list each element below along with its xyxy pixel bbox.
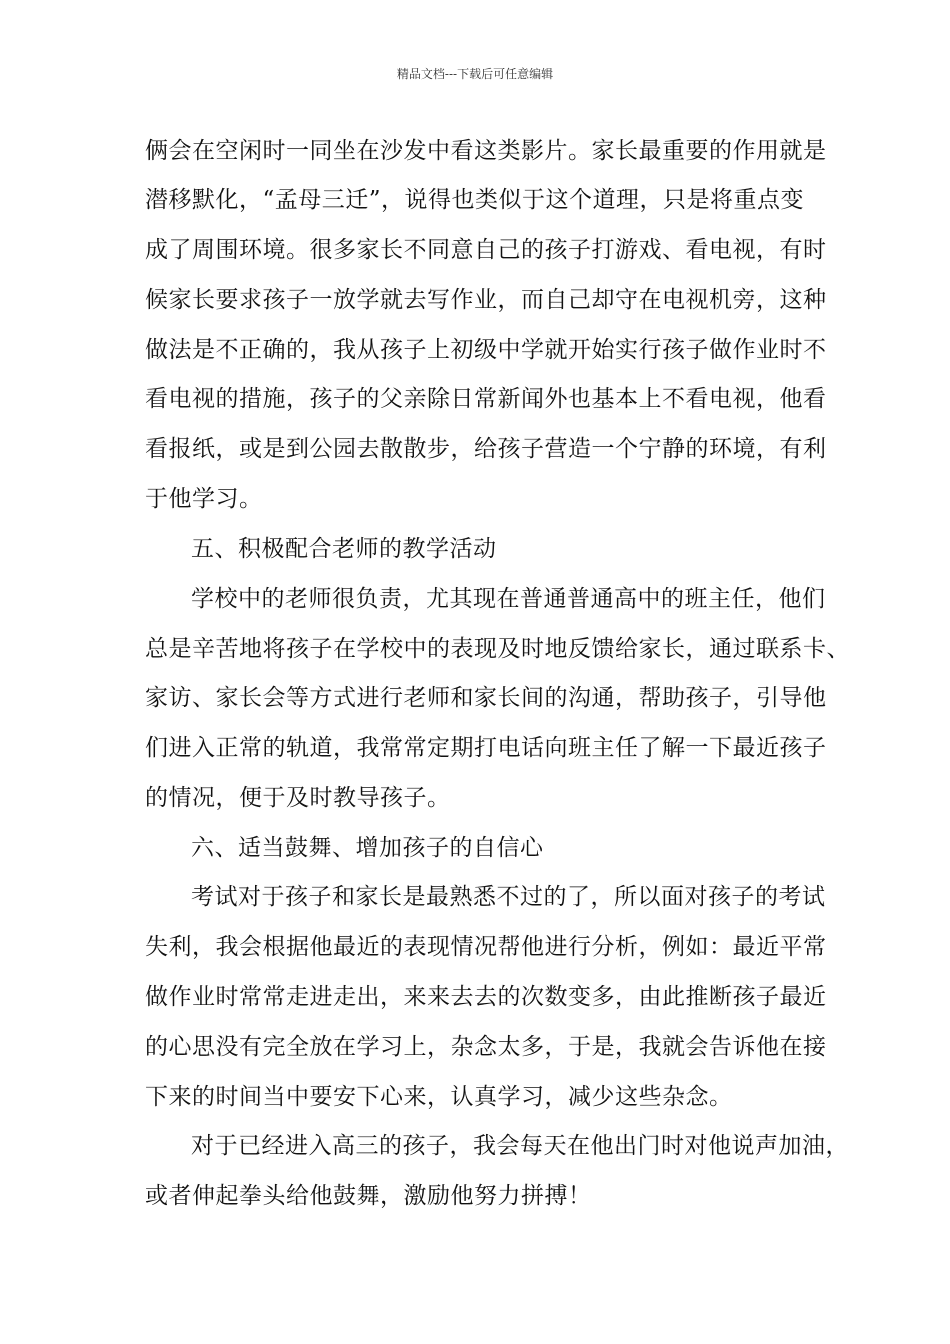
text-line: 家访、家长会等方式进行老师和家长间的沟通，帮助孩子，引导他 (145, 685, 827, 711)
text-line: 的心思没有完全放在学习上，杂念太多，于是，我就会告诉他在接 (145, 1034, 827, 1060)
text-line: 潜移默化，“孟母三迁”，说得也类似于这个道理，只是将重点变 (145, 187, 805, 213)
text-line: 考试对于孩子和家长是最熟悉不过的了，所以面对孩子的考试 (191, 884, 826, 910)
text-line: 们进入正常的轨道，我常常定期打电话向班主任了解一下最近孩子 (145, 735, 827, 761)
text-line: 俩会在空闲时一同坐在沙发中看这类影片。家长最重要的作用就是 (145, 138, 827, 164)
text-line: 的情况，便于及时教导孩子。 (145, 785, 451, 811)
text-line: 对于已经进入高三的孩子，我会每天在他出门时对他说声加油， (191, 1133, 849, 1159)
section-heading: 五、积极配合老师的教学活动 (191, 536, 497, 562)
text-line: 失利，我会根据他最近的表现情况帮他进行分析，例如：最近平常 (145, 934, 827, 960)
text-line: 下来的时间当中要安下心来，认真学习，减少这些杂念。 (145, 1084, 733, 1110)
text-line: 总是辛苦地将孩子在学校中的表现及时地反馈给家长，通过联系卡、 (145, 636, 850, 662)
text-line: 做作业时常常走进走出，来来去去的次数变多，由此推断孩子最近 (145, 984, 827, 1010)
page-header: 精品文档---下载后可任意编辑 (396, 67, 554, 81)
section-heading: 六、适当鼓舞、增加孩子的自信心 (191, 835, 544, 861)
text-line: 或者伸起拳头给他鼓舞，激励他努力拼搏！ (145, 1183, 592, 1209)
text-line: 看电视的措施，孩子的父亲除日常新闻外也基本上不看电视，他看 (145, 386, 827, 412)
text-line: 学校中的老师很负责，尤其现在普通普通高中的班主任，他们 (191, 586, 826, 612)
text-line: 看报纸，或是到公园去散散步，给孩子营造一个宁静的环境，有利 (145, 436, 827, 462)
text-line: 于他学习。 (145, 486, 263, 512)
text-line: 候家长要求孩子一放学就去写作业，而自己却守在电视机旁，这种 (145, 287, 827, 313)
text-line: 做法是不正确的，我从孩子上初级中学就开始实行孩子做作业时不 (145, 337, 827, 363)
text-line: 成了周围环境。很多家长不同意自己的孩子打游戏、看电视，有时 (145, 237, 827, 263)
